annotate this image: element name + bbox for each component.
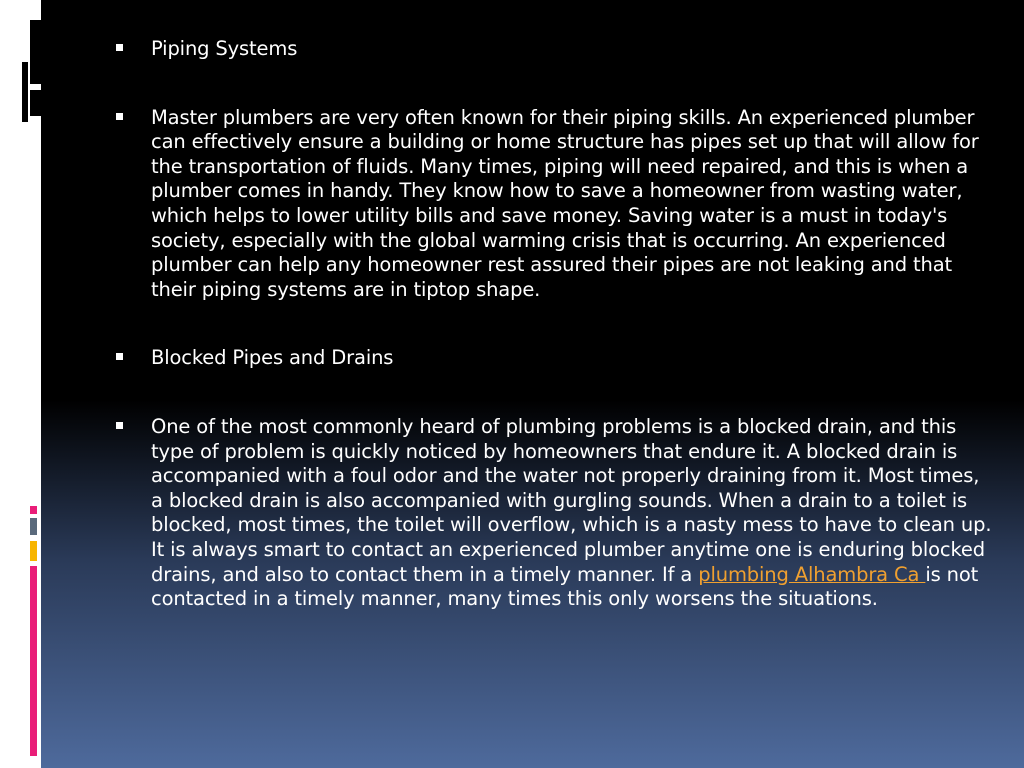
piping-systems-heading: Piping Systems <box>151 37 298 60</box>
decor-stripe <box>22 62 28 122</box>
slide-content <box>116 37 996 612</box>
decor-pink-bar <box>30 566 37 756</box>
plumbing-alhambra-link[interactable]: plumbing Alhambra Ca <box>698 562 926 586</box>
decor-gray-block <box>30 518 37 535</box>
bullet-item <box>116 106 996 303</box>
square-bullet-icon <box>116 353 123 360</box>
blocked-drain-paragraph <box>151 415 996 612</box>
paragraph-text-after-link: is not contacted in a timely manner, many times this only worsens the situations. <box>151 562 979 611</box>
bullet-item <box>116 37 996 62</box>
decor-stripe <box>30 90 41 116</box>
square-bullet-icon <box>116 113 123 120</box>
paragraph-text-before-link: One of the most commonly heard of plumbing problems is a blocked drain, and this type of problem is quickly noticed by homeowners that endure it. A blocked drain is accompanied with a foul odor and the water not properly draining from it. Most times, a blocked drain is also accompanied with gurgling sounds. When a drain to a toilet is blocked, most times, the toilet will overflow, which is a nasty mess to have to clean up. It is always smart to contact an experienced plumber anytime one is enduring blocked drains, and also to contact them in a timely manner. If a <box>151 414 992 586</box>
bullet-item <box>116 415 996 612</box>
square-bullet-icon <box>116 422 123 429</box>
decor-gold-block <box>30 541 37 561</box>
master-plumbers-paragraph: Master plumbers are very often known for their piping skills. An experienced plumber can effectively ensure a building or home structure has pipes set up that will allow for the transportation of fluids. Many times, piping will need repaired, and this is when a plumber comes in handy. They know how to save a homeowner from wasting water, which helps to lower utility bills and save money. Saving water is a must in today's society, especially with the global warming crisis that is occurring. An experienced plumber can help any homeowner rest assured their pipes are not leaking and that their piping systems are in tiptop shape. <box>151 105 979 301</box>
decor-stripe <box>30 20 41 84</box>
bullet-item <box>116 346 996 371</box>
square-bullet-icon <box>116 44 123 51</box>
blocked-pipes-heading: Blocked Pipes and Drains <box>151 346 394 370</box>
decor-pink-block <box>30 506 37 514</box>
